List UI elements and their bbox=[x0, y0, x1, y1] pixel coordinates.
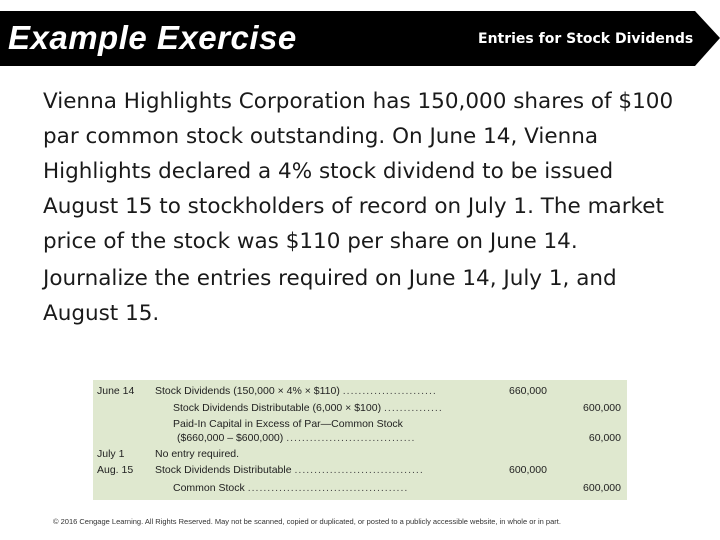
journal-credit: 600,000 bbox=[583, 482, 621, 494]
journal-debit: 600,000 bbox=[509, 464, 547, 476]
journal-description bbox=[173, 402, 443, 414]
journal-account: Paid-In Capital in Excess of Par—Common Stock bbox=[173, 418, 403, 430]
journal-credit: 600,000 bbox=[583, 402, 621, 414]
slide-title: Example Exercise bbox=[8, 19, 297, 56]
journal-description bbox=[177, 432, 415, 444]
journal-debit: 660,000 bbox=[509, 385, 547, 397]
journal-row bbox=[93, 464, 627, 478]
problem-paragraph: Vienna Highlights Corporation has 150,000 shares of $100 par common stock outstanding. On June 14, Vienna Highlights declared a 4% stock dividend to be issued August 15 to stockholders of record on July 1. The market price of the stock was $110 per share on June 14. bbox=[43, 89, 674, 254]
copyright-footer: © 2016 Cengage Learning. All Rights Reserved. May not be scanned, copied or duplicated, or posted to a publicly accessible website, in whole or in part. bbox=[53, 517, 561, 526]
journal-date: July 1 bbox=[97, 448, 125, 460]
journal-row bbox=[93, 418, 627, 432]
journal-row bbox=[93, 448, 627, 462]
journal-date: June 14 bbox=[97, 385, 135, 397]
journal-account: Common Stock bbox=[173, 482, 245, 494]
journal-account: No entry required. bbox=[155, 448, 240, 460]
journal-row bbox=[93, 385, 627, 399]
instruction-paragraph: Journalize the entries required on June 14, July 1, and August 15. bbox=[43, 266, 617, 326]
journal-row bbox=[93, 432, 627, 446]
journal-account: Stock Dividends Distributable bbox=[155, 464, 292, 476]
journal-description bbox=[173, 482, 408, 494]
journal-credit: 60,000 bbox=[588, 432, 621, 444]
slide-subtitle: Entries for Stock Dividends bbox=[478, 31, 694, 47]
journal-leader-dots: ......................................... bbox=[247, 482, 409, 494]
journal-account: ($660,000 – $600,000) bbox=[177, 432, 284, 444]
journal-leader-dots: ................................. bbox=[286, 432, 416, 444]
journal-leader-dots: ........................ bbox=[342, 385, 437, 397]
journal-account: Stock Dividends (150,000 × 4% × $110) bbox=[155, 385, 340, 397]
header-banner bbox=[0, 11, 720, 66]
journal-description bbox=[173, 418, 403, 430]
journal-row bbox=[93, 482, 627, 496]
exercise-text bbox=[43, 84, 683, 331]
journal-date: Aug. 15 bbox=[97, 464, 134, 476]
journal-leader-dots: ............... bbox=[384, 402, 443, 414]
journal-leader-dots: ................................. bbox=[294, 464, 424, 476]
journal-description bbox=[155, 385, 437, 397]
journal-account: Stock Dividends Distributable (6,000 × $100) bbox=[173, 402, 382, 414]
journal-entries-table bbox=[93, 380, 627, 500]
journal-description bbox=[155, 448, 239, 460]
journal-row bbox=[93, 402, 627, 416]
journal-description bbox=[155, 464, 424, 476]
